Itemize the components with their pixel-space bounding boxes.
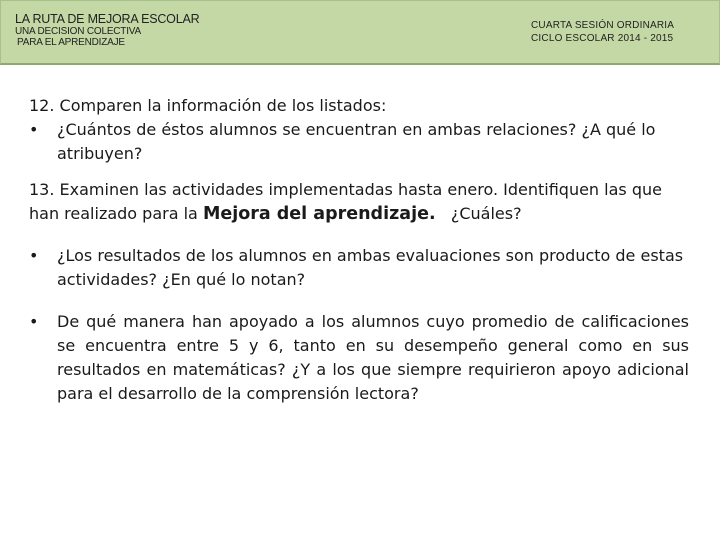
bullet-2 bbox=[29, 244, 689, 292]
bullet-icon: • bbox=[29, 312, 39, 331]
bullet-icon: • bbox=[29, 120, 39, 139]
bullet-icon: • bbox=[29, 246, 39, 265]
header-cycle: CICLO ESCOLAR 2014 - 2015 bbox=[531, 33, 674, 44]
header-banner bbox=[0, 0, 720, 65]
header-session: CUARTA SESIÓN ORDINARIA bbox=[531, 20, 675, 31]
bullet-3 bbox=[29, 310, 689, 406]
question-13-text-before: 13. Examinen las actividades implementadas hasta enero. Identifiquen las que han realizado para la bbox=[29, 180, 662, 223]
question-12-bullet-text: ¿Cuántos de éstos alumnos se encuentran en ambas relaciones? ¿A qué lo atribuyen? bbox=[57, 120, 656, 163]
bullet-2-text: ¿Los resultados de los alumnos en ambas evaluaciones son producto de estas actividades? ¿En qué lo notan? bbox=[57, 246, 684, 289]
question-13-bold-text: Mejora del aprendizaje. bbox=[202, 204, 436, 224]
question-12-bullet bbox=[29, 118, 689, 166]
main-content bbox=[29, 94, 689, 406]
header-title: LA RUTA DE MEJORA ESCOLAR bbox=[15, 12, 200, 26]
question-13-text-after: ¿Cuáles? bbox=[435, 204, 522, 223]
question-13 bbox=[29, 178, 689, 226]
header-subtitle-line1: UNA DECISION COLECTIVA bbox=[15, 26, 141, 37]
question-12-heading: 12. Comparen la información de los listados: bbox=[29, 96, 387, 115]
bullet-3-text: De qué manera han apoyado a los alumnos cuyo promedio de calificaciones se encuentra entre 5 y 6, tanto en su desempeño general como en sus resultados en matemáticas? ¿Y a los que siempre requirieron apoyo adicional para el desarrollo de la comprensión lectora? bbox=[57, 312, 689, 403]
header-subtitle-line2: PARA EL APRENDIZAJE bbox=[17, 37, 125, 48]
